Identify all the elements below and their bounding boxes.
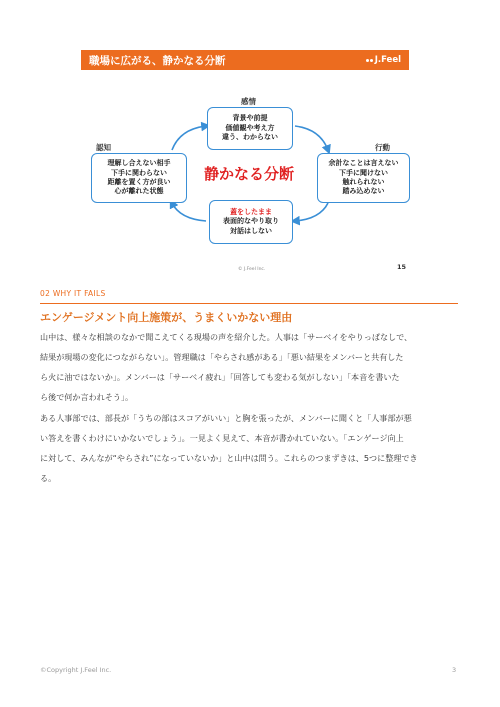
node-cognition-line: 下手に関わらない [111,168,167,177]
paragraph-line: い答えを書くわけにいかないでしょう」。一見よく見えて、本音が書かれていない。「エンゲージ向上 [40,433,404,443]
node-lid-line: 表面的なやり取り [223,217,279,226]
node-cognition-line: 距離を置く方が良い [107,178,171,186]
arrow-bottom-to-left [172,203,206,221]
center-label: 静かなる分断 [204,165,295,183]
node-cognition [91,153,187,203]
jfeel-logo [366,55,401,65]
paragraph-line: に対して、みんなが“やらされ”になっていないか」と山中は問う。これらのつまずきは、5つに整理でき [40,453,418,463]
paragraph-line: ら火に油ではないか」。メンバーは「サーベイ疲れ」「回答しても変わる気がしない」「本音を書いた [40,372,400,382]
node-behavior-line: 触れられない [342,178,385,186]
logo-text: J.Feel [374,55,401,65]
paragraph-line: ら後で何か言われそう」。 [40,392,134,402]
section-divider [40,303,458,304]
node-label-behavior: 行動 [375,143,390,152]
paragraph-line: ある人事部では、部長が「うちの部はスコアがいい」と胸を張ったが、メンバーに聞くと「人事部が悪 [40,413,412,423]
footer-copyright: ©Copyright J.Feel Inc. [40,666,112,674]
arrow-left-to-top [172,126,206,150]
section-label: 02 WHY IT FAILS [40,289,106,298]
paragraph-2 [40,408,464,488]
arrow-top-to-right [295,126,328,150]
slide-title: 職場に広がる、静かなる分断 [89,54,226,67]
article-heading: エンゲージメント向上施策が、うまくいかない理由 [40,311,293,324]
node-lid-line: 対話はしない [230,226,272,235]
node-emotion-line: 違う、わからない [222,133,278,142]
arrow-right-to-bottom [295,203,328,221]
node-behavior-line: 下手に聞けない [339,168,388,177]
logo-dots-icon [366,59,373,62]
paragraph-line: 結果が現場の変化につながらない」。管理職は「やらされ感がある」「悪い結果をメンバーと共有した [40,352,404,362]
node-emotion-line: 価値観や考え方 [225,123,275,132]
slide-page-number: 15 [397,263,407,271]
node-emotion-line: 背景や前提 [232,114,268,123]
node-lid [209,200,293,244]
node-cognition-line: 心が離れた状態 [114,187,164,196]
node-lid-red-line: 蓋をしたまま [230,207,272,216]
slide-copyright: © J.Feel Inc. [238,267,266,272]
paragraph-1 [40,327,464,407]
node-cognition-line: 理解し合えない相手 [107,159,171,168]
slide-title-bar [81,50,409,70]
node-behavior [317,153,410,203]
node-label-emotion: 感情 [241,97,256,106]
node-behavior-line: 余計なことは言えない [328,159,399,168]
paragraph-line: る。 [40,473,57,483]
node-behavior-line: 踏み込めない [342,187,385,196]
node-emotion [207,107,293,150]
node-label-cognition: 認知 [96,143,111,152]
footer-page-number: 3 [452,666,457,674]
paragraph-line: 山中は、様々な相談のなかで聞こえてくる現場の声を紹介した。人事は「サーベイをやりっぱなしで、 [40,332,413,342]
